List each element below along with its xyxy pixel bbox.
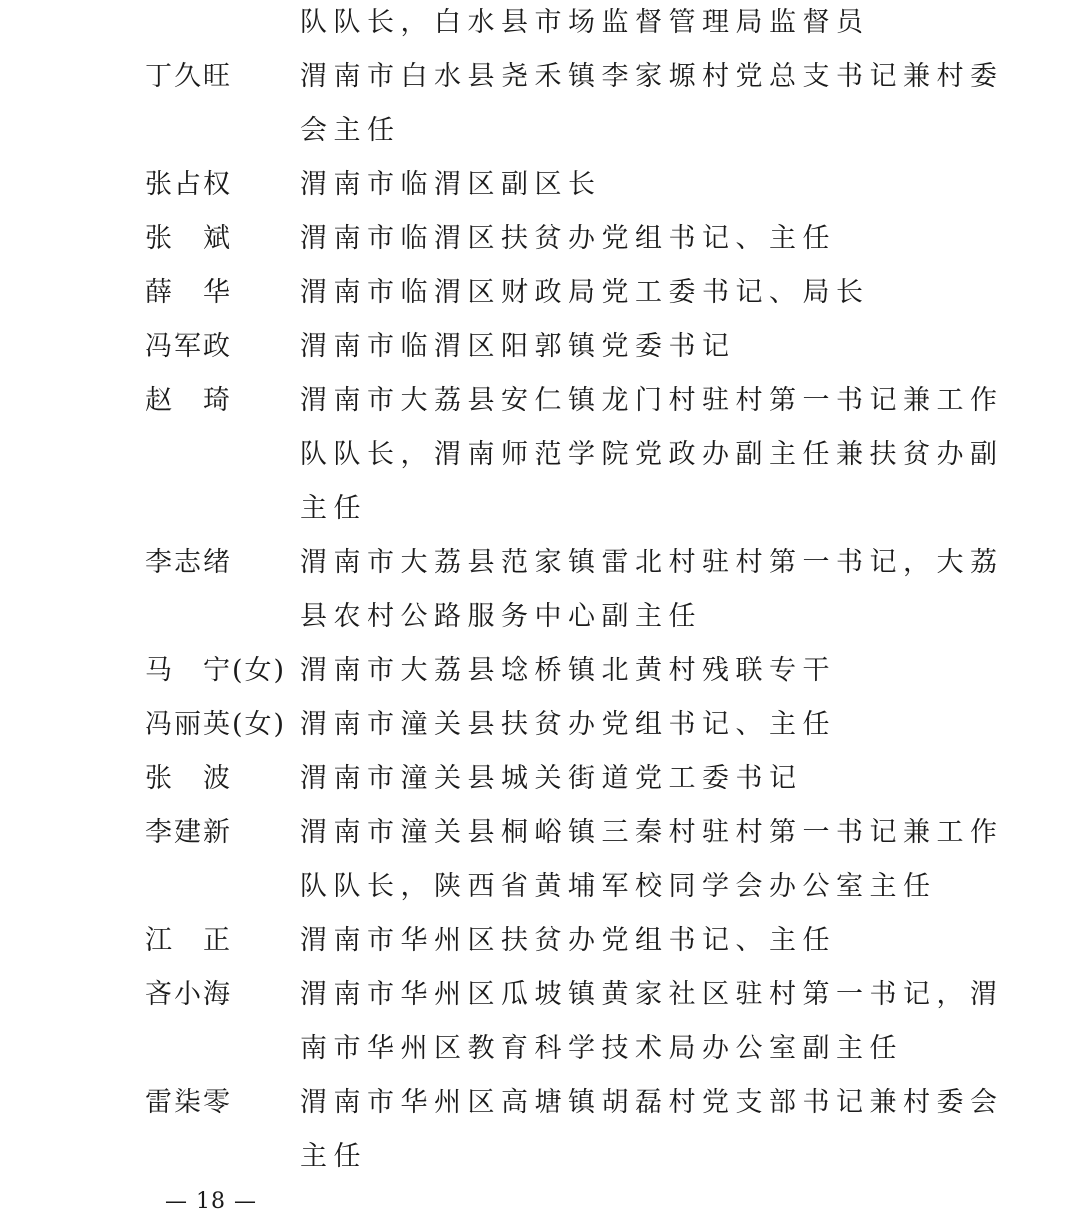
description-line: 渭南市大荔县安仁镇龙门村驻村第一书记兼工作 [300, 385, 1004, 416]
description-line: 渭南市临渭区扶贫办党组书记、主任 [300, 223, 836, 254]
description-line: 渭南市白水县尧禾镇李家塬村党总支书记兼村委 [300, 61, 1004, 92]
description-line: 渭南市临渭区财政局党工委书记、局长 [300, 277, 870, 308]
position-description [300, 320, 950, 374]
description-line: 渭南市潼关县桐峪镇三秦村驻村第一书记兼工作 [300, 817, 1004, 848]
person-name: 冯军政 [145, 331, 232, 362]
description-line: 主任 [300, 493, 367, 524]
position-description [300, 374, 1004, 536]
description-line: 南市华州区教育科学技术局办公室副主任 [300, 1033, 903, 1064]
position-description [300, 806, 1004, 914]
person-name: 丁久旺 [145, 61, 232, 92]
person-name: 李志绪 [145, 547, 232, 578]
position-description [300, 968, 1004, 1076]
person-name: 马 宁(女) [145, 655, 287, 686]
person-name: 赵 琦 [145, 385, 232, 416]
description-line: 渭南市华州区扶贫办党组书记、主任 [300, 925, 836, 956]
description-line: 渭南市临渭区阳郭镇党委书记 [300, 331, 736, 362]
description-line: 会主任 [300, 115, 401, 146]
position-description [300, 698, 950, 752]
position-description [300, 212, 950, 266]
person-name: 冯丽英(女) [145, 709, 287, 740]
position-description [300, 536, 1004, 644]
person-name: 薛 华 [145, 277, 232, 308]
position-description [300, 0, 950, 50]
person-name: 张 波 [145, 763, 232, 794]
description-line: 渭南市潼关县扶贫办党组书记、主任 [300, 709, 836, 740]
description-line: 渭南市潼关县城关街道党工委书记 [300, 763, 803, 794]
description-line: 队队长，陕西省黄埔军校同学会办公室主任 [300, 871, 937, 902]
description-line: 主任 [300, 1141, 367, 1172]
position-description [300, 1076, 1004, 1184]
person-name: 张 斌 [145, 223, 232, 254]
description-line: 队队长，渭南师范学院党政办副主任兼扶贫办副 [300, 439, 1004, 470]
description-line: 县农村公路服务中心副主任 [300, 601, 702, 632]
position-description [300, 914, 950, 968]
description-line: 渭南市临渭区副区长 [300, 169, 602, 200]
person-name: 江 正 [145, 925, 232, 956]
position-description [300, 158, 950, 212]
person-name: 吝小海 [145, 979, 232, 1010]
description-line: 渭南市华州区高塘镇胡磊村党支部书记兼村委会 [300, 1087, 1004, 1118]
description-line: 渭南市大荔县范家镇雷北村驻村第一书记，大荔 [300, 547, 1004, 578]
description-line: 队队长，白水县市场监督管理局监督员 [300, 7, 870, 38]
position-description [300, 644, 950, 698]
description-line: 渭南市华州区瓜坡镇黄家社区驻村第一书记，渭 [300, 979, 1004, 1010]
person-name: 雷柒零 [145, 1087, 232, 1118]
page-number: — 18 — [165, 1189, 257, 1214]
person-name: 张占权 [145, 169, 232, 200]
position-description [300, 50, 1004, 158]
description-line: 渭南市大荔县埝桥镇北黄村残联专干 [300, 655, 836, 686]
position-description [300, 752, 950, 806]
person-name: 李建新 [145, 817, 232, 848]
position-description [300, 266, 950, 320]
